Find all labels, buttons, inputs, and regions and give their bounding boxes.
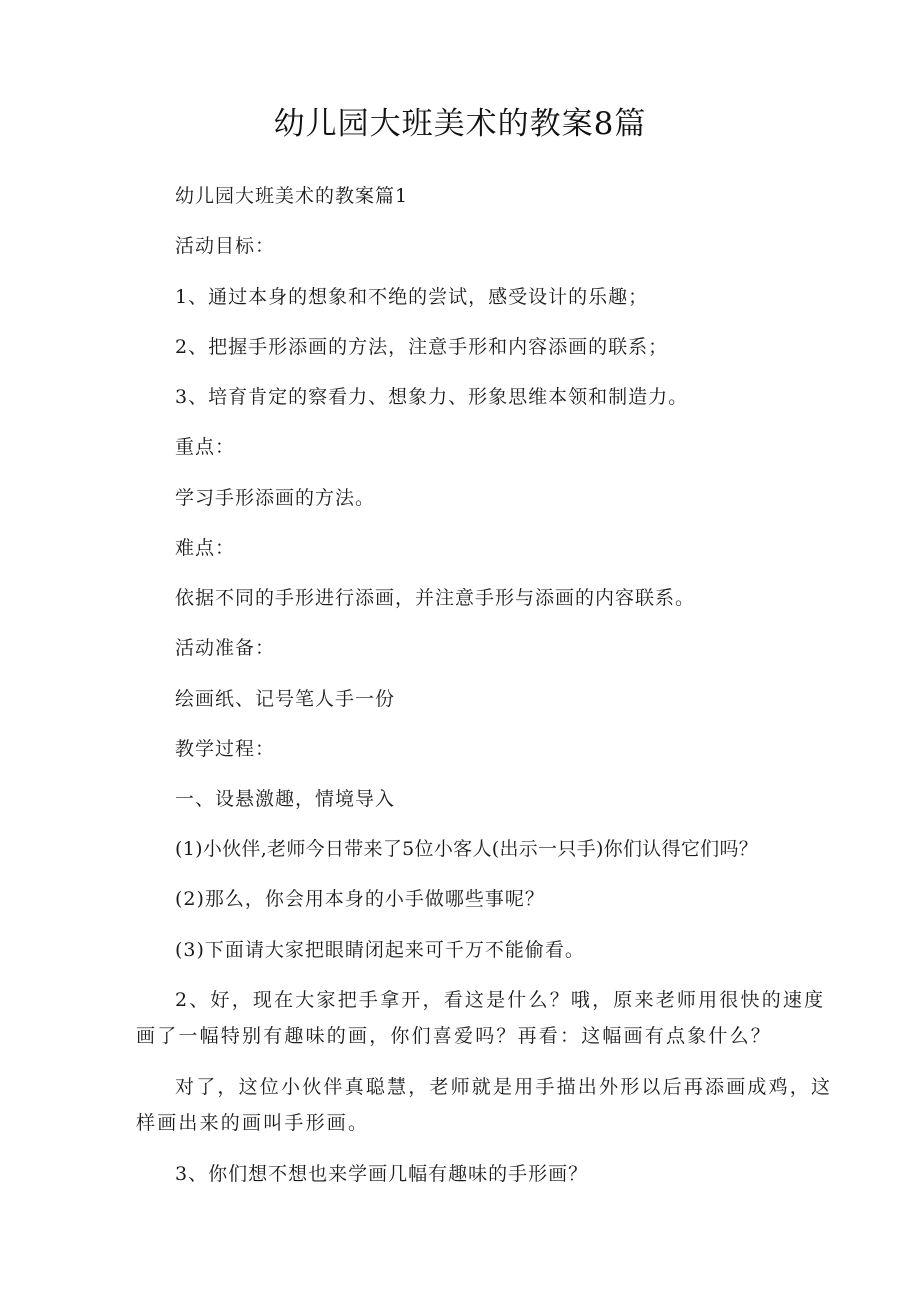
text-line: 活动准备： xyxy=(175,637,276,659)
text-line: 学习手形添画的方法。 xyxy=(175,487,376,509)
text-line: 教学过程： xyxy=(175,738,276,760)
paragraph-continuation-line: 样画出来的画叫手形画。 xyxy=(136,1112,370,1134)
text-line: (1)小伙伴,老师今日带来了5位小客人(出示一只手)你们认得它们吗？ xyxy=(175,838,759,860)
text-line: 3、你们想不想也来学画几幅有趣味的手形画？ xyxy=(175,1163,589,1185)
paragraph-first-line: 对了，这位小伙伴真聪慧，老师就是用手描出外形以后再添画成鸡，这 xyxy=(175,1076,833,1098)
paragraph-continuation-line: 画了一幅特别有趣味的画，你们喜爱吗？再看：这幅画有点象什么？ xyxy=(136,1025,773,1047)
paragraph-first-line: 2、好，现在大家把手拿开，看这是什么？哦，原来老师用很快的速度 xyxy=(175,989,826,1011)
text-line: 2、把握手形添画的方法，注意手形和内容添画的联系； xyxy=(175,336,669,358)
text-line: 活动目标： xyxy=(175,235,276,257)
section-heading: 幼儿园大班美术的教案篇1 xyxy=(175,185,409,207)
text-line: 依据不同的手形进行添画，并注意手形与添画的内容联系。 xyxy=(175,587,696,609)
document-title: 幼儿园大班美术的教案8篇 xyxy=(273,106,647,142)
text-line: (2)那么，你会用本身的小手做哪些事呢？ xyxy=(175,888,545,910)
text-line: 重点： xyxy=(175,436,236,458)
text-line: 1、通过本身的想象和不绝的尝试，感受设计的乐趣； xyxy=(175,286,649,308)
text-line: 难点： xyxy=(175,537,236,559)
text-line: (3)下面请大家把眼睛闭起来可千万不能偷看。 xyxy=(175,939,585,961)
text-line: 3、培育肯定的察看力、想象力、形象思维本领和制造力。 xyxy=(175,386,689,408)
text-line: 绘画纸、记号笔人手一份 xyxy=(175,688,396,710)
text-line: 一、设悬激趣，情境导入 xyxy=(175,788,396,810)
